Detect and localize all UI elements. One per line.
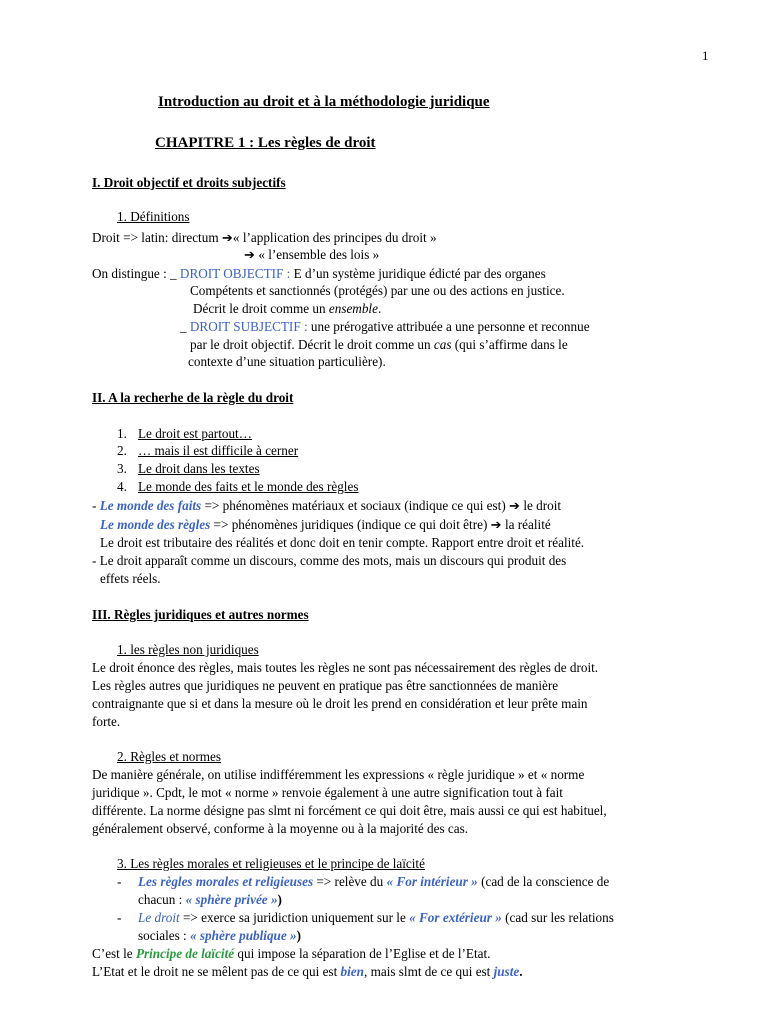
faits-line	[92, 497, 561, 514]
term-droit-subjectif: DROIT SUBJECTIF :	[189, 319, 308, 334]
distinction-line-5	[190, 336, 568, 353]
item-text: Le droit est partout…	[138, 426, 252, 441]
distinction-line-4	[180, 318, 590, 335]
item-text: Le monde des faits et le monde des règles	[138, 479, 359, 494]
text: => phénomènes juridiques (indique ce qui doit être) ➔ la réalité	[210, 517, 551, 532]
subsection-non-juridiques	[117, 641, 259, 658]
term-droit-objectif: DROIT OBJECTIF :	[179, 266, 291, 281]
laicite-line	[92, 945, 490, 962]
text: -	[92, 498, 100, 513]
paragraph-line: généralement observé, conforme à la moyenne ou à la majorité des cas.	[92, 821, 469, 836]
text: sociales :	[138, 928, 191, 943]
text: (cad sur les relations	[501, 910, 614, 925]
text: .	[377, 301, 382, 316]
text: => phénomènes matériaux et sociaux (indique ce qui est) ➔ le droit	[201, 498, 562, 513]
document-title: Introduction au droit et à la méthodologie juridique	[158, 94, 490, 110]
subsection-laicite	[117, 855, 425, 872]
definition-line-2: ➔ « l’ensemble des lois »	[244, 247, 380, 262]
section-2-item-1	[117, 425, 252, 442]
subsection-title: 2. Règles et normes	[117, 749, 222, 764]
text: _	[180, 319, 190, 334]
distinction-line-2: Compétents et sanctionnés (protégés) par une ou des actions en justice.	[190, 283, 565, 298]
term-regles-morales: Les règles morales et religieuses	[138, 874, 314, 889]
bullet-droit	[117, 909, 614, 926]
item-text: Le droit dans les textes	[138, 461, 260, 476]
term-monde-des-regles: Le monde des règles	[100, 517, 211, 532]
text: , mais slmt de ce qui est	[363, 964, 494, 979]
bullet-text	[138, 909, 614, 926]
text: => exerce sa juridiction uniquement sur le	[179, 910, 410, 925]
text: qui impose la séparation de l’Eglise et de l’Etat.	[234, 946, 491, 961]
paragraph-line: forte.	[92, 714, 121, 729]
text: par le droit objectif. Décrit le droit comme un	[190, 337, 434, 352]
tributaire-line: Le droit est tributaire des réalités et donc doit en tenir compte. Rapport entre droit et réalité.	[100, 535, 585, 550]
text: (cad de la conscience de	[477, 874, 610, 889]
text: => relève du	[313, 874, 387, 889]
regles-line	[100, 516, 551, 533]
term-for-exterieur: « For extérieur »	[409, 910, 502, 925]
bullet-text	[138, 873, 609, 890]
text: une prérogative attribuée a une personne et reconnue	[307, 319, 590, 334]
paragraph-line: Les règles autres que juridiques ne peuvent en pratique pas être sanctionnées de manière	[92, 678, 559, 693]
paragraph-line: juridique ». Cpdt, le mot « norme » renvoie également à une autre signification tout à fait	[92, 785, 563, 800]
text: On distingue : _	[92, 266, 180, 281]
bullet-morales-cont	[138, 891, 282, 908]
text: Décrit le droit comme un	[193, 301, 329, 316]
term-monde-des-faits: Le monde des faits	[99, 498, 202, 513]
distinction-line-6: contexte d’une situation particulière).	[188, 354, 386, 369]
term-bien: bien	[340, 964, 364, 979]
term-sphere-publique: « sphère publique »	[190, 928, 297, 943]
bien-juste-line	[92, 963, 523, 980]
bullet-morales	[117, 873, 610, 890]
distinction-line-1	[92, 265, 546, 282]
text: )	[277, 892, 282, 907]
section-2-item-4	[117, 478, 359, 495]
paragraph-line: contraignante que si et dans la mesure où le droit les prend en considération et leur prête main	[92, 696, 588, 711]
paragraph-line: De manière générale, on utilise indifféremment les expressions « règle juridique » et « norme	[92, 767, 585, 782]
item-number: 3.	[117, 461, 127, 476]
section-1-heading: I. Droit objectif et droits subjectifs	[92, 175, 286, 190]
italic-ensemble: ensemble	[328, 301, 378, 316]
bullet-droit-cont	[138, 927, 301, 944]
text: E d’un système juridique édicté par des organes	[290, 266, 546, 281]
item-number: 2.	[117, 443, 127, 458]
distinction-line-3	[193, 300, 381, 317]
text: (qui s’affirme dans le	[451, 337, 568, 352]
subsection-regles-normes	[117, 748, 221, 765]
bullet-dash: -	[117, 874, 122, 889]
section-2-item-3	[117, 460, 260, 477]
definition-line-1: Droit => latin: directum ➔« l’application des principes du droit »	[92, 230, 437, 245]
text: chacun :	[138, 892, 186, 907]
chapter-title: CHAPITRE 1 : Les règles de droit	[155, 135, 376, 151]
item-text: … mais il est difficile à cerner	[138, 443, 299, 458]
term-for-interieur: « For intérieur »	[386, 874, 478, 889]
term-juste: juste	[493, 964, 520, 979]
item-text: 1. Définitions	[117, 209, 190, 224]
term-le-droit: Le droit	[138, 910, 180, 925]
section-3-heading: III. Règles juridiques et autres normes	[92, 607, 309, 622]
subsection-title: 3. Les règles morales et religieuses et le principe de laïcité	[117, 856, 425, 871]
item-number: 1.	[117, 426, 127, 441]
term-principe-laicite: Principe de laïcité	[135, 946, 235, 961]
paragraph-line: différente. La norme désigne pas slmt ni forcément ce qui doit être, mais aussi ce qui est habituel,	[92, 803, 607, 818]
term-sphere-privee: « sphère privée »	[185, 892, 278, 907]
section-1-item-definitions	[117, 208, 190, 225]
discours-line-2: effets réels.	[100, 571, 161, 586]
discours-line-1: - Le droit apparaît comme un discours, comme des mots, mais un discours qui produit des	[92, 553, 567, 568]
text: C’est le	[92, 946, 136, 961]
italic-cas: cas	[433, 337, 452, 352]
page-number: 1	[702, 48, 709, 63]
item-number: 4.	[117, 479, 127, 494]
section-2-item-2	[117, 442, 299, 459]
text: L’Etat et le droit ne se mêlent pas de ce qui est	[92, 964, 341, 979]
section-2-heading: II. A la recherhe de la règle du droit	[92, 390, 294, 405]
text: )	[296, 928, 302, 943]
bullet-dash: -	[117, 910, 122, 925]
subsection-title: 1. les règles non juridiques	[117, 642, 259, 657]
text: .	[519, 964, 523, 979]
paragraph-line: Le droit énonce des règles, mais toutes les règles ne sont pas nécessairement des règles de droit.	[92, 660, 599, 675]
